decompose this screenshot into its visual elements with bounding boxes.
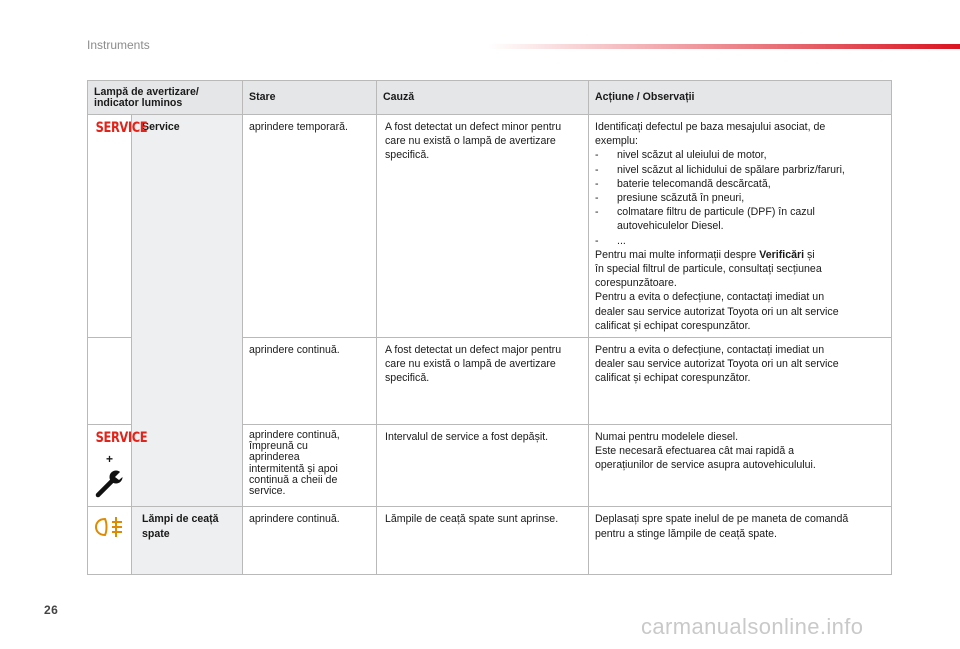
state-cell: aprindere continuă. xyxy=(243,338,377,425)
table-row xyxy=(88,115,892,338)
warning-lamps-table xyxy=(87,80,892,575)
list-item: - baterie telecomandă descărcată, xyxy=(595,177,771,190)
cause-cell: A fost detectat un defect minor pentru care nu există o lampă de avertizare specifică. xyxy=(377,115,589,338)
column-header-action: Acțiune / Observații xyxy=(589,81,892,115)
state-cell: aprindere continuă, împreună cu aprinderea intermitentă și apoi continuă a cheii de service. xyxy=(243,425,377,507)
action-cell: Pentru a evita o defecțiune, contactați imediat un dealer sau service autorizat Toyota ori un alt service calificat și echipat corespunzător. xyxy=(589,338,892,425)
table-row xyxy=(88,507,892,575)
column-header-cause: Cauză xyxy=(377,81,589,115)
service-warning-icon: SERVICE xyxy=(95,120,148,136)
list-item: - presiune scăzută în pneuri, xyxy=(595,192,745,205)
column-header-lamp: Lampă de avertizare/ indicator luminos xyxy=(88,81,243,115)
column-header-state: Stare xyxy=(243,81,377,115)
more-info-text: Pentru mai multe informații despre Verificări și xyxy=(595,248,815,261)
list-item: - ... xyxy=(595,234,626,247)
watermark: carmanualsonline.info xyxy=(641,614,864,639)
rear-fog-lamp-icon xyxy=(94,516,126,538)
header-accent-bar xyxy=(488,44,960,49)
table-header-row xyxy=(88,81,892,115)
lamp-name-service: Service xyxy=(132,115,243,507)
action-cell: Numai pentru modelele diesel. Este necesară efectuarea cât mai rapidă a operațiunilor de service asupra autovehiculului. xyxy=(589,425,892,507)
lamp-icon-cell xyxy=(88,338,132,425)
action-cell: Deplasați spre spate inelul de pe maneta de comandă pentru a stinge lămpile de ceață spate. xyxy=(589,507,892,575)
section-title: Instruments xyxy=(87,38,150,52)
cause-cell: Lămpile de ceață spate sunt aprinse. xyxy=(377,507,589,575)
state-cell: aprindere continuă. xyxy=(243,507,377,575)
list-item: - nivel scăzut al uleiului de motor, xyxy=(595,149,767,162)
list-item: - nivel scăzut al lichidului de spălare parbriz/faruri, xyxy=(595,163,845,176)
plus-sign: + xyxy=(105,452,113,467)
service-warning-icon: SERVICE xyxy=(95,430,148,447)
page-number: 26 xyxy=(44,603,59,617)
cause-cell: Intervalul de service a fost depășit. xyxy=(377,425,589,507)
state-cell: aprindere temporară. xyxy=(243,115,377,338)
cause-cell: A fost detectat un defect major pentru care nu există o lampă de avertizare specifică. xyxy=(377,338,589,425)
lamp-icon-cell xyxy=(88,115,148,338)
lamp-icon-cell xyxy=(88,507,132,575)
action-cell: Identificați defectul pe baza mesajului asociat, de exemplu: - nivel scăzut al uleiului de motor, - nivel scăzut al lichidului de spălare parbriz/faruri, - baterie telecomandă descărcată, - presiune scăzută în pneuri, - colmatare filtru de particule (DPF) în cazul autovehiculelor Diesel. - ... Pentru mai multe informații despre Verificări și în special filtrul de particule, consultați secțiunea corespunzătoare. Pentru a evita o defecțiune, contactați imediat un dealer sau service autorizat Toyota ori un alt service calificat și echipat corespunzător. xyxy=(589,115,892,338)
list-item: - colmatare filtru de particule (DPF) în cazul autovehiculelor Diesel. xyxy=(595,206,815,233)
wrench-icon xyxy=(92,468,128,500)
lamp-icon-cell xyxy=(88,425,148,507)
lamp-name-rear-fog: Lămpi de ceață spate xyxy=(132,507,243,575)
